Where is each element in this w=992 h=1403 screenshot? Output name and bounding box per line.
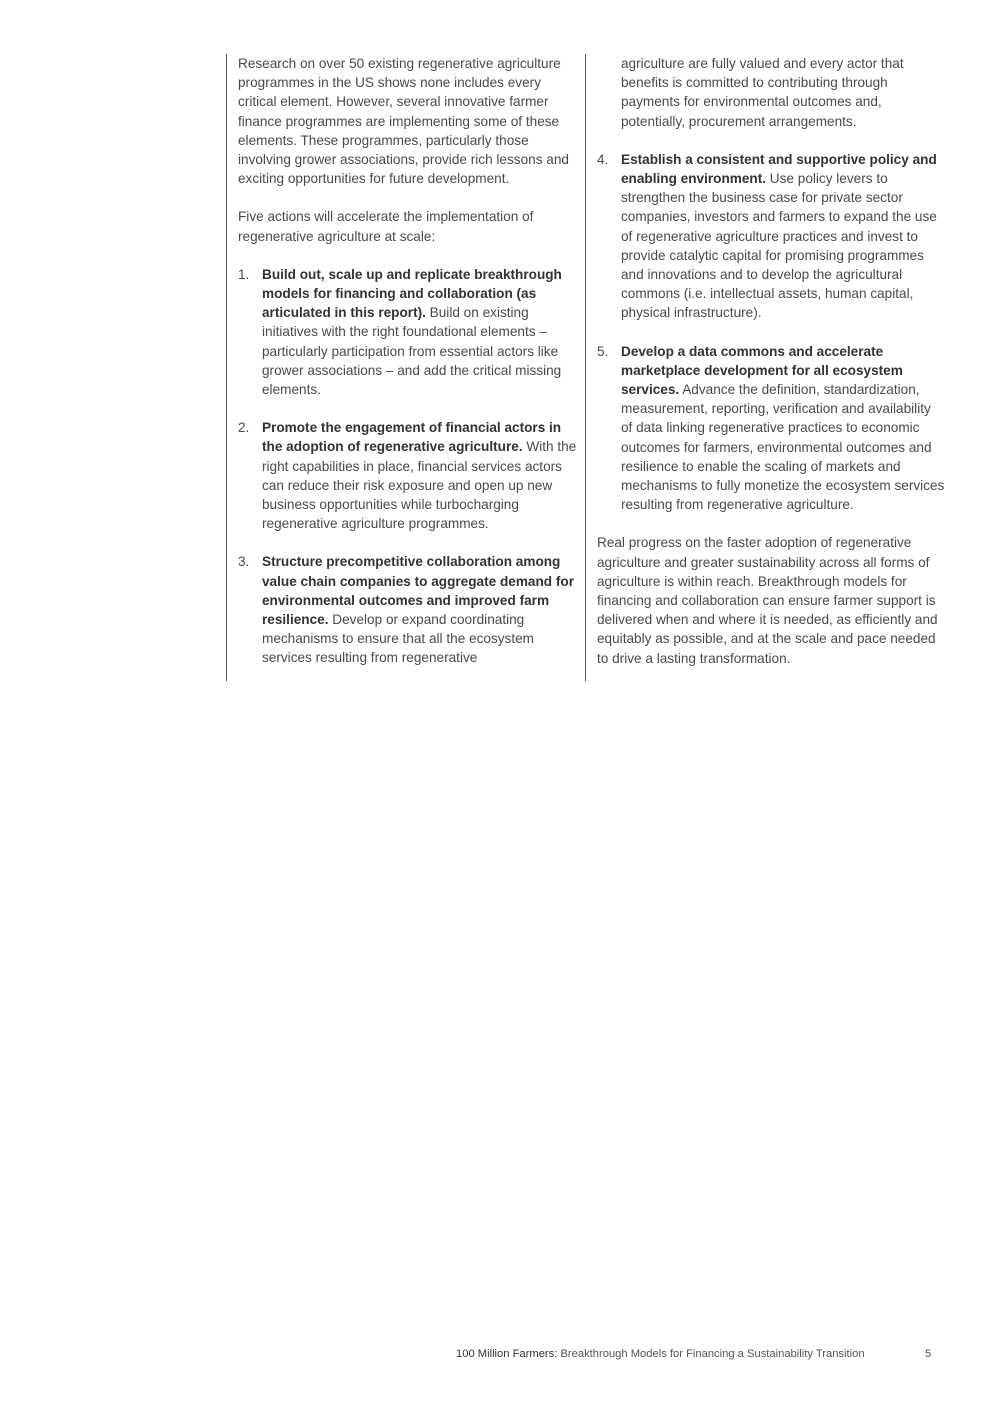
footer-report-title: Breakthrough Models for Financing a Sustainability Transition: [557, 1348, 865, 1360]
conclusion-paragraph: Real progress on the faster adoption of regenerative agriculture and greater sustainability across all forms of agriculture is within reach. Breakthrough models for financing and collaboration can ensure farmer support is delivered when and where it is needed, as efficiently and equitably as possible, and at the scale and pace needed to drive a lasting transformation.: [597, 535, 938, 666]
action-item-4: [597, 150, 945, 323]
action-heading: Establish a consistent and supportive policy and enabling environment.: [621, 151, 937, 187]
intro-paragraph: Research on over 50 existing regenerative agriculture programmes in the US shows none includes every critical element. However, several innovative farmer finance programmes are implementing some of these elements. These programmes, particularly those involving grower associations, provide rich lessons and exciting opportunities for future development.: [238, 56, 569, 187]
actions-list: [238, 265, 582, 668]
action-item-5: [597, 342, 945, 515]
action-item-1: [238, 265, 582, 399]
action-3-continuation: agriculture are fully valued and every actor that benefits is committed to contributing through payments for environmental outcomes and, potentially, procurement arrangements.: [621, 56, 904, 129]
action-heading: Structure precompetitive collaboration among value chain companies to aggregate demand for environmental outcomes and improved farm resilience.: [262, 554, 574, 628]
action-number: 1.: [238, 266, 250, 282]
action-body: With the right capabilities in place, financial services actors can reduce their risk exposure and open up new business opportunities while turbocharging regenerative agriculture programmes.: [262, 439, 577, 532]
left-column: [226, 54, 582, 681]
actions-list-continued: [597, 150, 945, 515]
action-body: Develop or expand coordinating mechanisms to ensure that all the ecosystem services resulting from regenerative: [262, 612, 535, 666]
action-number: 5.: [597, 343, 609, 359]
action-number: 2.: [238, 420, 250, 436]
page-number: 5: [925, 1348, 932, 1360]
actions-intro-paragraph: Five actions will accelerate the implementation of regenerative agriculture at scale:: [238, 209, 534, 244]
action-body: Build on existing initiatives with the right foundational elements – particularly participation from essential actors like grower associations – and add the critical missing elements.: [262, 305, 562, 398]
action-body: Use policy levers to strengthen the business case for private sector companies, investors and farmers to expand the use of regenerative agriculture practices and invest to provide catalytic capital for promising programmes and innovations and to develop the agricultural commons (i.e. intellectual assets, human capital, physical infrastructure).: [621, 171, 937, 321]
action-heading: Develop a data commons and accelerate marketplace development for all ecosystem services.: [621, 343, 903, 398]
action-heading: Build out, scale up and replicate breakthrough models for financing and collaboration (as articulated in this report).: [262, 266, 562, 321]
action-heading: Promote the engagement of financial actors in the adoption of regenerative agriculture.: [262, 420, 562, 455]
action-body: Advance the definition, standardization, measurement, reporting, verification and availability of data linking regenerative practices to economic outcomes for farmers, environmental outcomes and resilience to enable the scaling of markets and mechanisms to fully monetize the ecosystem services resulting from regenerative agriculture.: [621, 382, 945, 513]
action-number: 3.: [238, 554, 250, 570]
action-item-3: [238, 552, 582, 667]
page-footer: [456, 1346, 936, 1362]
action-item-2: [238, 418, 582, 533]
footer-report-series: 100 Million Farmers:: [456, 1348, 558, 1360]
right-column: [585, 54, 945, 681]
action-number: 4.: [597, 151, 609, 167]
